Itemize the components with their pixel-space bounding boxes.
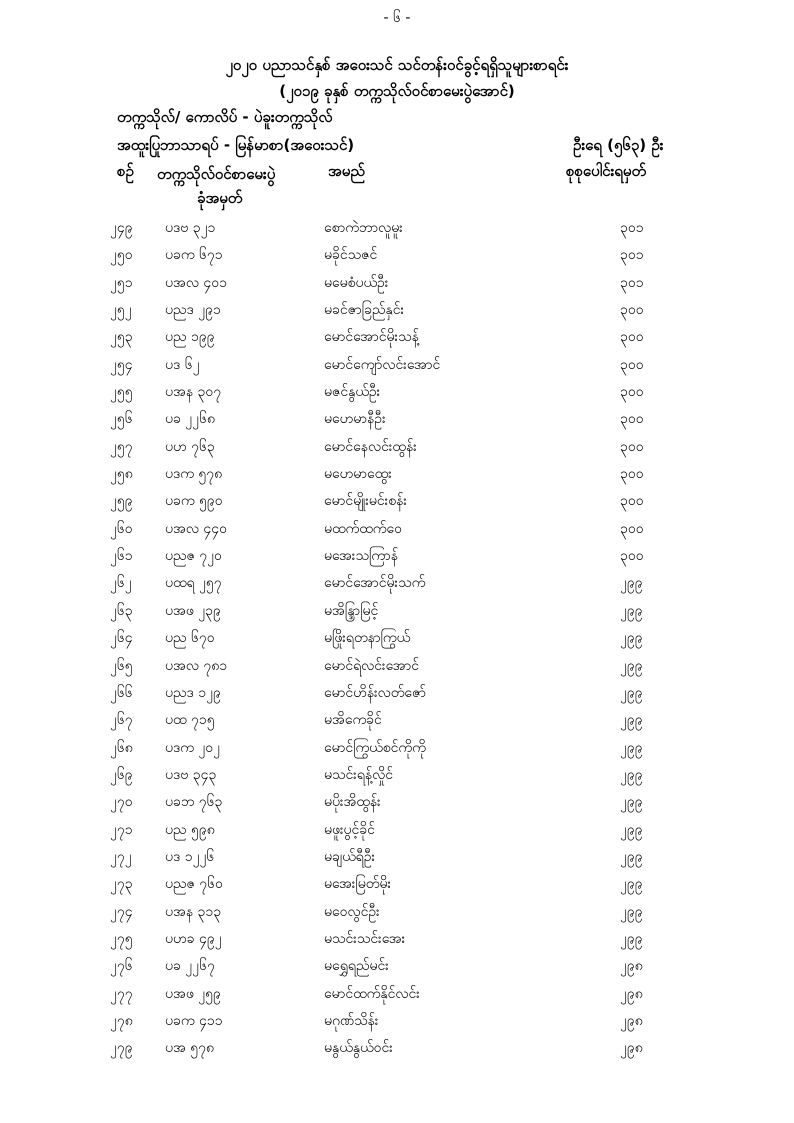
roll-number-cell: ပဒက ၅၇၈ [165,466,223,483]
total-score-cell: ၂၉၉ [620,712,643,729]
table-row [0,546,794,573]
serial-no-cell: ၂၆၄ [110,630,133,647]
student-name-cell: မဂုဏ်သိန်း [324,1012,379,1029]
roll-number-cell: ပဟခ ၄၉၂ [165,930,222,947]
student-name-cell: မောင်ဟိန်းလတ်ဇော် [324,684,427,701]
student-name-cell: မဇင်နွယ်ဦး [324,384,381,401]
table-row [0,464,794,491]
serial-no-cell: ၂၇၁ [110,821,133,838]
serial-no-cell: ၂၆၇ [110,712,133,729]
header-serial-no: စဉ် [117,162,134,180]
total-score-cell: ၂၉၉ [620,739,643,756]
total-score-cell: ၃၀၀ [620,520,644,537]
roll-number-cell: ပခက ၄၁၁ [165,1012,223,1029]
table-row [0,956,794,983]
table-row [0,382,794,409]
roll-number-cell: ပညဒ ၁၂၉ [165,684,221,701]
roll-number-cell: ပဒဗ ၃၂၁ [165,220,216,236]
student-name-cell: မထက်ထက်ဝေ [324,520,402,537]
table-row [0,710,794,737]
serial-no-cell: ၂၅၁ [110,274,133,291]
student-name-cell: မောင်မျိုးမင်းစန်း [324,493,407,510]
serial-no-cell: ၂၅၆ [110,411,133,428]
roll-number-cell: ပအန ၃၁၃ [165,903,222,920]
roll-number-cell: ပည ၆၇၀ [165,630,215,647]
serial-no-cell: ၂၇၀ [110,794,133,811]
student-name-cell: မအေးမြတ်မိုး [324,876,391,893]
header-roll-line1: တက္ကသိုလ်ဝင်စာမေးပွဲ [157,165,276,183]
student-name-cell: မပိုးအိထွန်း [324,794,381,811]
roll-number-cell: ပဒ ၁၂၂၆ [165,848,215,865]
student-name-cell: မခိုင်သဇင် [324,247,378,264]
student-name-cell: မခင်ဇာခြည်နှင်း [324,302,405,319]
student-name-cell: မသင်းရန့်လှိုင် [324,766,394,783]
total-score-cell: ၂၉၈ [620,1040,643,1057]
table-row [0,327,794,354]
table-row [0,902,794,929]
table-row [0,491,794,518]
table-row [0,245,794,272]
student-name-cell: မောင်ကျော်လင်းအောင် [324,356,441,373]
total-score-cell: ၃၀၀ [620,466,644,483]
total-score-cell: ၂၉၉ [620,602,643,619]
header-name: အမည် [328,162,365,180]
student-name-cell: မဟေမာထွေး [324,466,392,483]
roll-number-cell: ပအ ၅၇၈ [165,1040,215,1057]
total-score-cell: ၃၀၀ [620,493,644,510]
total-score-cell: ၂၉၈ [620,985,643,1002]
roll-number-cell: ပညဇ ၇၆၀ [165,876,223,893]
student-name-cell: မသင်းသင်းအေး [324,930,406,947]
roll-number-cell: ပအဖ ၂၅၉ [165,985,221,1002]
table-row [0,683,794,710]
header-roll-number [157,162,275,210]
roll-number-cell: ပထ ၇၁၅ [165,712,215,729]
serial-no-cell: ၂၅၈ [110,466,133,483]
serial-no-cell: ၂၅၉ [110,493,133,510]
table-row [0,847,794,874]
student-name-cell: မောင်နေလင်းထွန်း [324,438,417,455]
total-score-cell: ၃၀၀ [620,548,644,565]
serial-no-cell: ၂၄၉ [110,220,133,236]
student-name-cell: မောင်အောင်မိုးသန့် [324,329,419,346]
total-score-cell: ၂၉၉ [620,657,643,674]
student-name-cell: မောင်ကြွယ်စင်ကိုကို [324,739,426,756]
table-row [0,1038,794,1065]
table-row [0,628,794,655]
roll-number-cell: ပခ ၂၂၆၈ [165,411,215,428]
roll-number-cell: ပဟ ၇၆၃ [165,438,215,455]
student-list [0,218,794,1066]
roll-number-cell: ပခက ၅၉၀ [165,493,223,510]
serial-no-cell: ၂၇၅ [110,930,133,947]
total-score-cell: ၂၉၈ [620,958,643,975]
table-row [0,738,794,765]
serial-no-cell: ၂၆၆ [110,684,133,701]
total-score-cell: ၂၉၉ [620,930,643,947]
table-row [0,273,794,300]
total-score-cell: ၃၀၁ [620,220,644,236]
serial-no-cell: ၂၅၄ [110,356,133,373]
serial-no-cell: ၂၇၈ [110,1012,133,1029]
serial-no-cell: ၂၇၄ [110,903,133,920]
table-row [0,573,794,600]
page-number: - ၆ - [383,10,411,26]
total-score-cell: ၃၀၀ [620,356,644,373]
total-score-cell: ၂၉၉ [620,903,643,920]
total-score-cell: ၃၀၀ [620,329,644,346]
header-roll-line2: ခုံအမှတ် [197,189,243,207]
serial-no-cell: ၂၅၂ [110,302,132,319]
total-score-cell: ၂၉၉ [620,876,643,893]
document-title: ၂၀၂၀ ပညာသင်နှစ် အဝေးသင် သင်တန်းဝင်ခွင့်ရရှိသူများစာရင်း [225,56,569,74]
table-row [0,874,794,901]
table-row [0,519,794,546]
table-row [0,1011,794,1038]
roll-number-cell: ပအန ၃၀၇ [165,384,222,401]
serial-no-cell: ၂၅၇ [110,438,133,455]
roll-number-cell: ပညဇ ၇၂၀ [165,548,222,565]
roll-number-cell: ပခဘ ၇၆၃ [165,794,223,811]
serial-no-cell: ၂၇၇ [110,985,133,1002]
specialization-line: အထူးပြုဘာသာရပ် - မြန်မာစာ(အဝေးသင်) [117,136,355,154]
roll-number-cell: ပအလ ၄၄၀ [165,520,228,537]
table-row [0,601,794,628]
table-row [0,409,794,436]
student-name-cell: မရွှေရည်မင်း [324,958,389,975]
roll-number-cell: ပည ၅၉၈ [165,821,215,838]
roll-number-cell: ပအလ ၇၈၁ [165,657,228,674]
serial-no-cell: ၂၇၂ [110,848,132,865]
roll-number-cell: ပဒက ၂၀၂ [165,739,221,756]
student-name-cell: မဖြိုးရတနာကြွယ် [324,630,411,647]
student-name-cell: မအိကေခိုင် [324,712,382,729]
student-name-cell: မနွယ်နွယ်ဝင်း [324,1040,393,1057]
student-name-cell: မောင်ထက်နိုင်လင်း [324,985,420,1002]
student-name-cell: မမေစံပယ်ဦး [324,274,389,291]
table-row [0,929,794,956]
roll-number-cell: ပခက ၆၇၁ [165,247,223,264]
total-score-cell: ၃၀၀ [620,438,644,455]
roll-number-cell: ပခ ၂၂၆၇ [165,958,215,975]
header-total-score: စုစုပေါင်းရမှတ် [566,162,647,180]
total-score-cell: ၂၉၈ [620,1012,643,1029]
total-score-cell: ၂၉၉ [620,630,643,647]
total-score-cell: ၃၀၁ [620,247,644,264]
total-score-cell: ၂၉၉ [620,575,643,592]
serial-no-cell: ၂၆၅ [110,657,133,674]
total-count: ဦးရေ (၅၆၃) ဦး [573,136,664,154]
student-name-cell: မချယ်ရီဦး [324,848,376,865]
serial-no-cell: ၂၆၀ [110,520,133,537]
roll-number-cell: ပထရ ၂၅၇ [165,575,222,592]
total-score-cell: ၃၀၀ [620,384,644,401]
table-row [0,984,794,1011]
serial-no-cell: ၂၅၃ [110,329,133,346]
serial-no-cell: ၂၇၃ [110,876,133,893]
roll-number-cell: ပအလ ၄၀၁ [165,274,228,291]
total-score-cell: ၃၀၁ [620,274,644,291]
university-line: တက္ကသိုလ်/ ကောလိပ် - ပဲခူးတက္ကသိုလ် [117,108,333,126]
total-score-cell: ၂၉၉ [620,848,643,865]
table-row [0,820,794,847]
total-score-cell: ၂၉၉ [620,766,643,783]
total-score-cell: ၂၉၉ [620,821,643,838]
student-name-cell: မဝေလွင်ဦး [324,903,380,920]
student-name-cell: မဟေမာနီဦး [324,411,386,428]
student-name-cell: မောင်အောင်မိုးသက် [324,575,426,592]
roll-number-cell: ပဒဗ ၃၄၃ [165,766,217,783]
table-row [0,218,794,245]
serial-no-cell: ၂၆၃ [110,602,133,619]
serial-no-cell: ၂၇၆ [110,958,133,975]
roll-number-cell: ပည ၁၉၉ [165,329,215,346]
roll-number-cell: ပဒ ၆၂ [165,356,200,373]
student-name-cell: မောင်ရဲလင်းအောင် [324,657,420,674]
total-score-cell: ၂၉၉ [620,794,643,811]
table-row [0,656,794,683]
roll-number-cell: ပညဒ ၂၉၁ [165,302,221,319]
serial-no-cell: ၂၇၉ [110,1040,133,1057]
student-name-cell: မအိန္ဒြာမြင့် [324,602,379,619]
serial-no-cell: ၂၆၈ [110,739,133,756]
table-row [0,765,794,792]
student-name-cell: စောကဲဘာလူမူး [324,220,403,236]
document-subtitle: (၂၀၁၉ ခုနှစ် တက္ကသိုလ်ဝင်စာမေးပွဲအောင်) [279,82,515,100]
table-row [0,355,794,382]
serial-no-cell: ၂၆၁ [110,548,133,565]
serial-no-cell: ၂၅၅ [110,384,133,401]
roll-number-cell: ပအဖ ၂၃၉ [165,602,221,619]
student-name-cell: မအေးသကြာန် [324,548,399,565]
student-name-cell: မဖူးပွင့်ခိုင် [324,821,375,838]
total-score-cell: ၃၀၀ [620,302,644,319]
table-row [0,792,794,819]
total-score-cell: ၃၀၀ [620,411,644,428]
serial-no-cell: ၂၆၂ [110,575,132,592]
total-score-cell: ၂၉၉ [620,684,643,701]
serial-no-cell: ၂၅၀ [110,247,133,264]
table-row [0,437,794,464]
serial-no-cell: ၂၆၉ [110,766,133,783]
table-row [0,300,794,327]
